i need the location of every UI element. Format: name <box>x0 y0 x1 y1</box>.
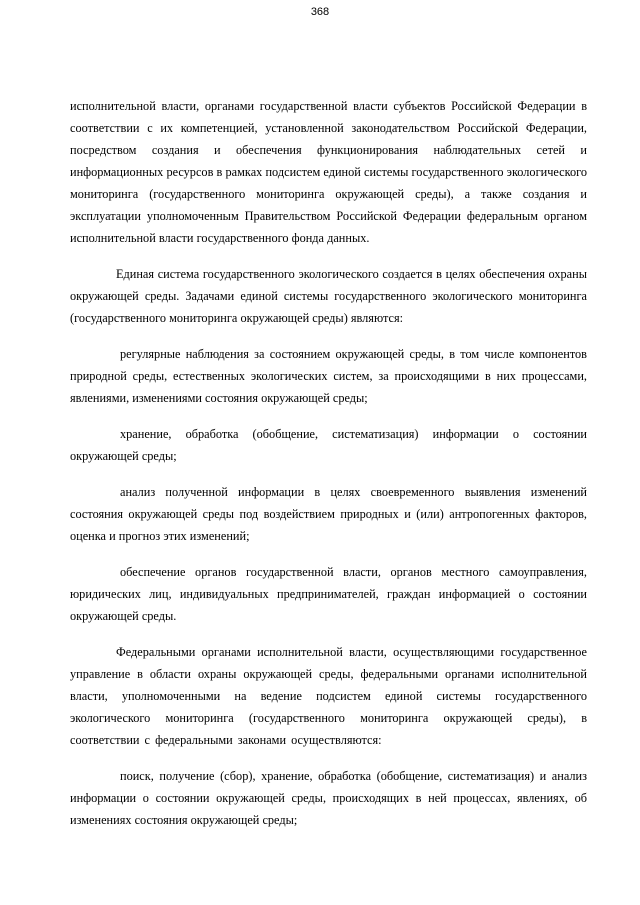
page-number: 368 <box>310 6 330 18</box>
paragraph-federal-bodies: Федеральными органами исполнительной власти, осуществляющими государственное управление в области охраны окружающей среды, федеральными органами исполнительной власти, уполномоченными на ведение подсистем единой системы государственного экологического мониторинга (государственного мониторинга окружающей среды), в соответствии с федеральными законами осуществляются: <box>70 645 587 747</box>
paragraph-task-storage: хранение, обработка (обобщение, систематизация) информации о состоянии окружающей среды; <box>70 427 587 463</box>
paragraph-duty-search: поиск, получение (сбор), хранение, обработка (обобщение, систематизация) и анализ информации о состоянии окружающей среды, происходящих в ней процессах, явлениях, об изменениях состояния окружающей среды; <box>70 769 587 827</box>
paragraph-task-observations: регулярные наблюдения за состоянием окружающей среды, в том числе компонентов природной среды, естественных экологических систем, за происходящими в них процессами, явлениями, изменениями состояния окружающей среды; <box>70 347 587 405</box>
paragraph-monitoring-purpose: Единая система государственного экологического создается в целях обеспечения охраны окружающей среды. Задачами единой системы государственного экологического мониторинга (государственного мониторинга окружающей среды) являются: <box>70 267 587 325</box>
paragraph-continuation: исполнительной власти, органами государственной власти субъектов Российской Федерации в соответствии с их компетенцией, установленной законодательством Российской Федерации, посредством создания и обеспечения функционирования наблюдательных сетей и информационных ресурсов в рамках подсистем единой системы государственного экологического мониторинга (государственного мониторинга окружающей среды), а также создания и эксплуатации уполномоченным Правительством Российской Федерации федеральным органом исполнительной власти государственного фонда данных. <box>70 99 587 245</box>
paragraph-task-information: обеспечение органов государственной власти, органов местного самоуправления, юридических лиц, индивидуальных предпринимателей, граждан информацией о состоянии окружающей среды. <box>70 565 587 623</box>
paragraph-task-analysis: анализ полученной информации в целях своевременного выявления изменений состояния окружающей среды под воздействием природных и (или) антропогенных факторов, оценка и прогноз этих изменений; <box>70 485 587 543</box>
document-body <box>70 95 587 845</box>
